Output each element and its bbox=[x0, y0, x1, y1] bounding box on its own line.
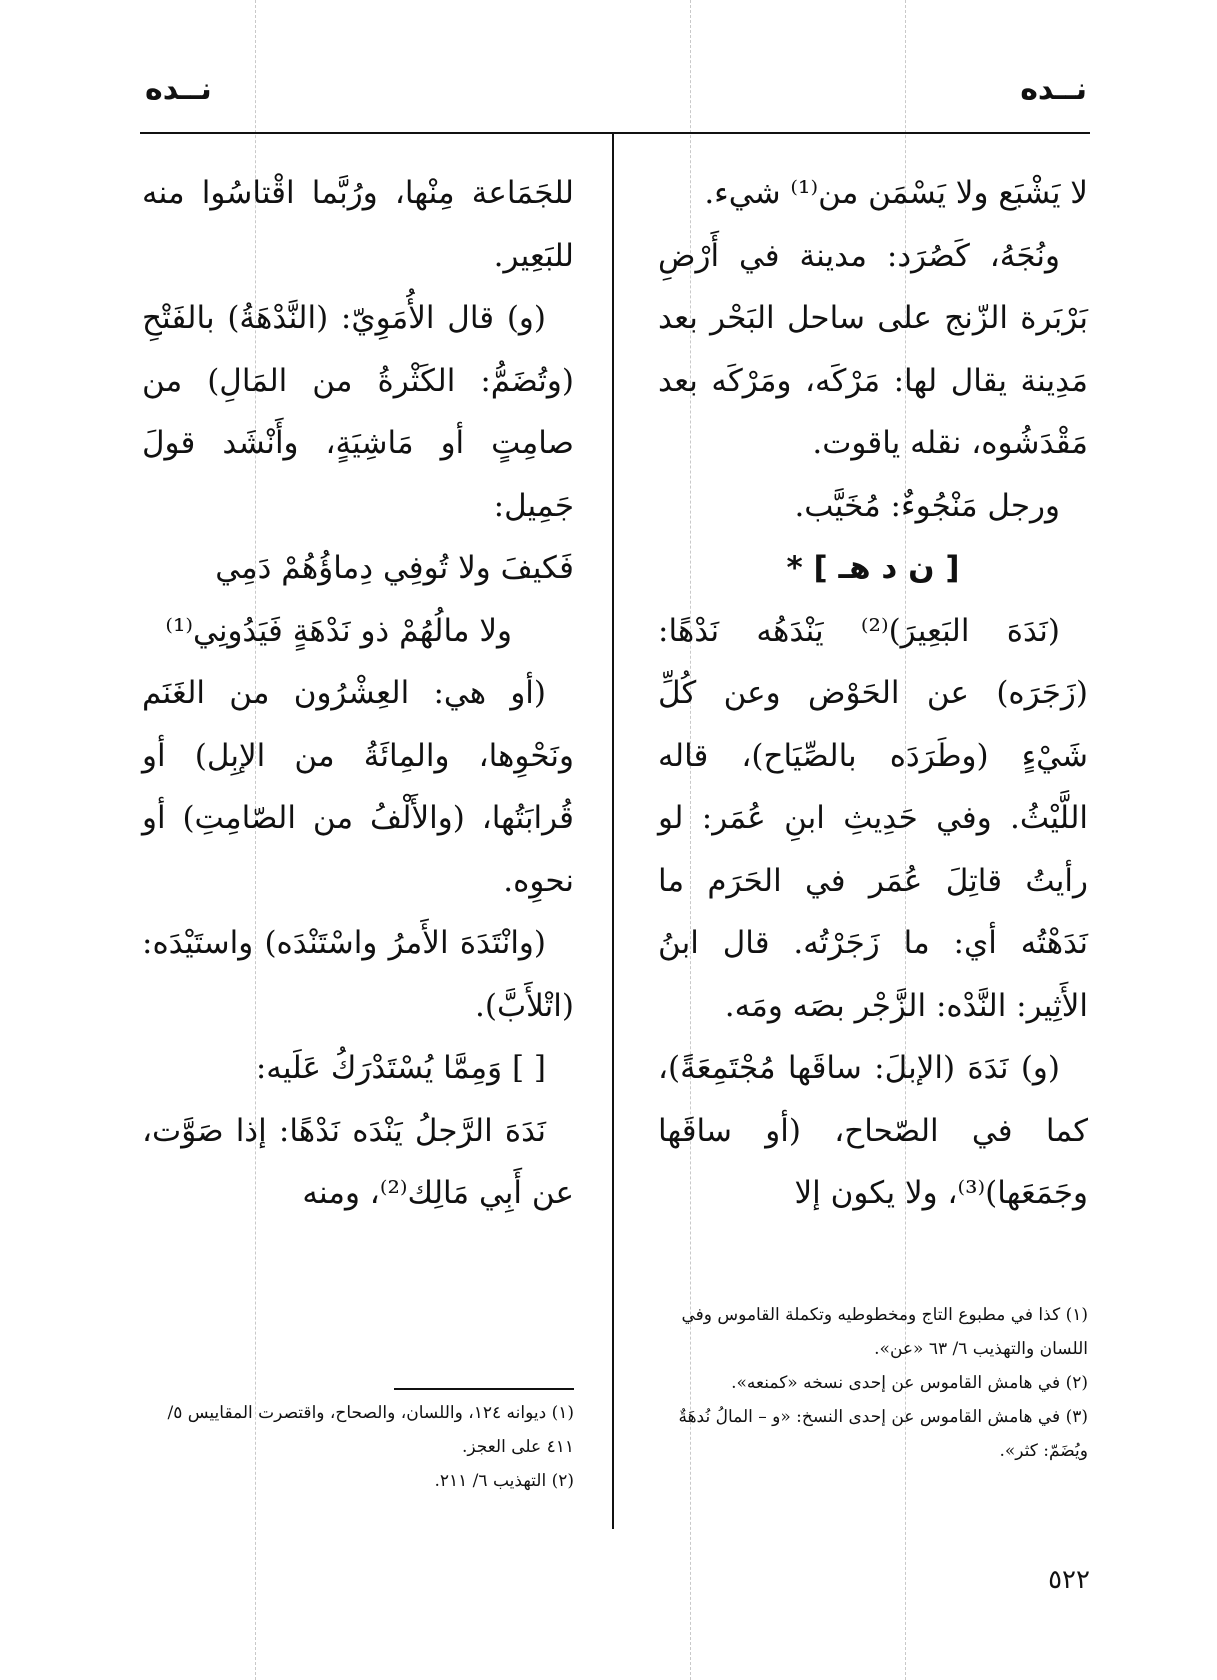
right-column bbox=[658, 162, 1088, 1225]
paragraph: (نَدَهَ البَعِيرَ)⁽²⁾ يَنْدَهُه نَدْهًا: (زَجَرَه) عن الحَوْض وعن كُلِّ شَيْءٍ (وطَرَدَه بالصِّيَاح)، قاله اللَّيْثُ. وفي حَدِيثِ ابنِ عُمَر: لو رأيتُ قاتِلَ عُمَر في الحَرَم ما نَدَهْتُه أي: ما زَجَرْتُه. قال ابنُ الأَثِير: النَّدْه: الزَّجْر بصَه ومَه. bbox=[658, 612, 1088, 1024]
footnote-rule bbox=[394, 1388, 574, 1390]
paragraph: للجَمَاعة مِنْها، ورُبَّما اقْتاسُوا منه للبَعِير. bbox=[142, 175, 574, 274]
footnote: (١) كذا في مطبوع التاج ومخطوطيه وتكملة القاموس وفي اللسان والتهذيب ٦/ ٦٣ «عن». bbox=[681, 1305, 1088, 1359]
column-divider bbox=[612, 134, 614, 1529]
paragraph: (و) نَدَهَ (الإبلَ: ساقَها مُجْتَمِعَةً)، كما في الصّحاح، (أو ساقَها وجَمَعَها)⁽³⁾، ولا يكون إلا bbox=[658, 1050, 1088, 1211]
paragraph: ونُجَهُ، كَصُرَد: مدينة في أَرْضِ بَرْبَرة الزّنج على ساحل البَحْر بعد مَدِينة يقال لها: مَرْكَه، ومَرْكَه بعد مَقْدَشُوه، نقله ياقوت. bbox=[658, 237, 1088, 461]
paragraph: [ ] وَمِمَّا يُسْتَدْرَكُ عَلَيه: bbox=[255, 1050, 546, 1086]
running-head-right: نــده bbox=[1020, 72, 1087, 107]
page-number: ٥٢٢ bbox=[1048, 1565, 1090, 1595]
footnotes-left bbox=[142, 1396, 574, 1498]
paragraph: لا يَشْبَع ولا يَسْمَن من⁽¹⁾ شيء. bbox=[704, 175, 1088, 211]
footnote: (١) ديوانه ١٢٤، واللسان، والصحاح، واقتصرت المقاييس ٥/ ٤١١ على العجز. bbox=[167, 1403, 574, 1457]
paragraph: ورجل مَنْجُوءٌ: مُخَيَّب. bbox=[794, 487, 1060, 524]
paragraph: (أو هي: العِشْرُون من الغَنَم ونَحْوِها، والمِائَةُ من الإبِل) أو قُرابَتُها، (والأَلْفُ من الصّامِتِ) أو نحوِه. bbox=[142, 675, 574, 899]
paragraph: نَدَهَ الرَّجلُ يَنْدَه نَدْهًا: إذا صَوَّت، عن أَبِي مَالِك⁽²⁾، ومنه bbox=[142, 1112, 574, 1211]
paragraph: (و) قال الأُمَوِيّ: (النَّدْهَةُ) بالفَتْحِ (وتُضَمُّ: الكَثْرةُ من المَالِ) من صامِتٍ أو مَاشِيَةٍ، وأَنْشَد قولَ جَمِيل: bbox=[142, 300, 574, 524]
footnote: (٢) التهذيب ٦/ ٢١١. bbox=[434, 1471, 574, 1491]
running-head-left: نــده bbox=[145, 72, 212, 107]
footnote: (٣) في هامش القاموس عن إحدى النسخ: «و – المالُ نُدهَةٌ ويُضَمّ: كثر». bbox=[678, 1407, 1088, 1461]
footnote: (٢) في هامش القاموس عن إحدى نسخه «كمنعه». bbox=[731, 1373, 1088, 1393]
header-rule bbox=[140, 132, 1090, 134]
footnotes-right bbox=[658, 1298, 1088, 1468]
left-column bbox=[142, 162, 574, 1225]
paragraph: (وانْتَدَهَ الأَمرُ واسْتَنْدَه) واستَيْدَه: (اتْلأَبَّ). bbox=[142, 925, 574, 1024]
poem-verse: فَكيفَ ولا تُوفِي دِماؤُهُمْ دَمِي bbox=[215, 550, 574, 586]
entry-heading: [ ن د هـ ] * bbox=[786, 550, 960, 586]
poem-verse: ولا مالُهُمْ ذو نَدْهَةٍ فَيَدُونِي⁽¹⁾ bbox=[165, 612, 512, 649]
